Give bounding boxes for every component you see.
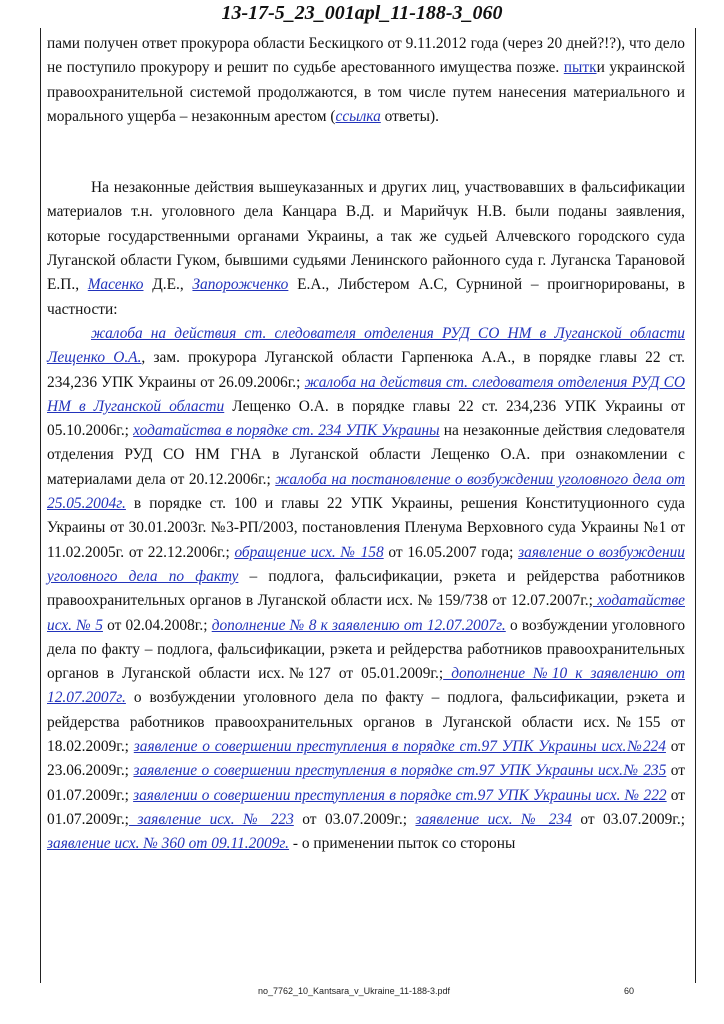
footer-page-number: 60 [624,986,635,996]
text-run: На незаконные действия вышеуказанных и других лиц, участвовавших в фальсификации материалов т.н. уголовного дела Канцара В.Д. и Марийчук Н.В. были поданы заявления, которые государственными органами Украины, а так же судьей Алчевского городского суда Луганской области Гуком, бывшими судьями Ленинского районного суда г. Луганска Тарановой Е.П., [47,179,685,294]
text-run: , зам. прокурора Луганской области Гарпенюка А.А., в порядке главы 22 ст. 234,236 УПК Украины от 26.09.2006г.; [47,349,685,391]
text-run: Е.А., Либстером А.С, Сурниной – проигнорированы, в частности: [47,276,685,318]
right-margin-rule [695,28,696,983]
text-run: от 16.05.2007 года; [383,543,519,561]
link-statement-222[interactable]: заявлении о совершении преступления в порядке ст.97 УПК Украины исх. № 222 [133,786,667,804]
text-run: от 03.07.2009г.; [571,810,686,828]
page-body [47,32,685,857]
link-complaint-2[interactable]: жалоба на действия ст. следователя отделения РУД СО НМ в Луганской области [47,373,685,415]
link-statement-235[interactable]: заявление о совершении преступления в порядке ст.97 УПК Украины исх.№ 235 [133,762,667,780]
text-run: и украинской правоохранительной системой продолжаются, в том числе путем нанесения материального и морального ущерба – незаконным арестом ( [47,59,685,125]
text-run: от 01.07.2009г.; [47,762,685,804]
text-run: о возбуждении уголовного дела по факту – подлога, фальсификации, рэкета и рейдерства работников правоохранительных органов в Луганской области исх.№127 от 05.01.2009г.; [47,616,686,683]
text-run: ответы). [380,107,439,125]
text-run: от 02.04.2008г.; [102,616,212,634]
text-run: пами получен ответ прокурора области Бескицкого от 9.11.2012 года (через 20 дней?!?), что дело не поступило прокурору и решит по судьбе арестованного имущества позже. [47,35,685,77]
link-zaporozhchenko[interactable]: Запорожченко [192,276,289,294]
link-statement-234[interactable]: заявление исх. № 234 [415,810,572,828]
link-complaint-resolution[interactable]: жалоба на постановление о возбуждении уголовного дела от 25.05.2004г. [47,470,686,513]
text-run: о возбуждении уголовного дела по факту – подлога, фальсификации, рэкета и рейдерства работников правоохранительных органов в Луганской области исх.№155 от 18.02.2009г.; [47,689,685,756]
link-statement-223[interactable]: заявление исх. № 223 [128,810,294,828]
link-addendum-10[interactable]: дополнение №10 к заявлению от 12.07.2007г. [47,665,685,707]
text-run: – подлога, фальсификации, рэкета и рейдерства работников правоохранительных органов в Луганской области исх. № 159/738 от 12.07.2007г.; [47,567,685,610]
text-run: - о применении пыток со стороны [289,835,516,853]
link-statement-360[interactable]: заявление исх. № 360 от 09.11.2009г. [47,835,290,853]
paragraph-continuation [47,32,685,129]
text-run: Д.Е., [143,276,193,294]
document-id-header: 13-17-5_23_001apl_11-188-3_060 [221,2,503,24]
paragraph-complaints-intro [47,176,685,322]
link-addendum-8[interactable]: дополнение № 8 к заявлению от 12.07.2007г. [211,616,506,634]
link-appeal-158[interactable]: обращение исх. № 158 [234,543,384,561]
text-run: от 01.07.2009г.; [47,786,685,828]
text-run: в порядке ст. 100 и главы 22 УПК Украины, решения Конституционного суда Украины от 30.01.2003г. №3-РП/2003, постановления Пленума Верховного суда Украины №1 от 11.02.2005г. от 22.12.2006г.; [47,495,685,561]
text-run: на незаконные действия следователя отделения РУД СО НМ ГНА в Луганской области Лещенко О.А. при ознакомлении с материалами дела от 20.12.2006г.; [47,422,686,488]
link-statement-fact[interactable]: заявление о возбуждении уголовного дела по факту [47,543,685,585]
link-petition-234[interactable]: ходатайства в порядке ст. 234 УПК Украины [133,422,440,440]
text-run: от 03.07.2009г.; [293,810,416,828]
paragraph-gap [47,129,685,176]
paragraph-complaints-list [47,322,685,857]
link-masenko[interactable]: Масенко [87,276,144,294]
text-run: от 23.06.2009г.; [47,738,685,780]
link-complaint-1[interactable]: жалоба на действия ст. следователя отделения РУД СО НМ в Луганской области Лещенко О.А. [47,324,685,367]
link-reference[interactable]: ссылка [335,107,381,125]
footer-filename: no_7762_10_Kantsara_v_Ukraine_11-188-3.pdf [258,986,450,996]
link-statement-224[interactable]: заявление о совершении преступления в порядке ст.97 УПК Украины исх.№224 [133,738,666,756]
link-petition-5[interactable]: ходатайстве исх. № 5 [47,592,685,634]
left-margin-rule [40,28,41,983]
link-torture[interactable]: пытк [563,59,597,77]
text-run: Лещенко О.А. в порядке главы 22 ст. 234,236 УПК Украины от 05.10.2006г.; [47,397,685,440]
